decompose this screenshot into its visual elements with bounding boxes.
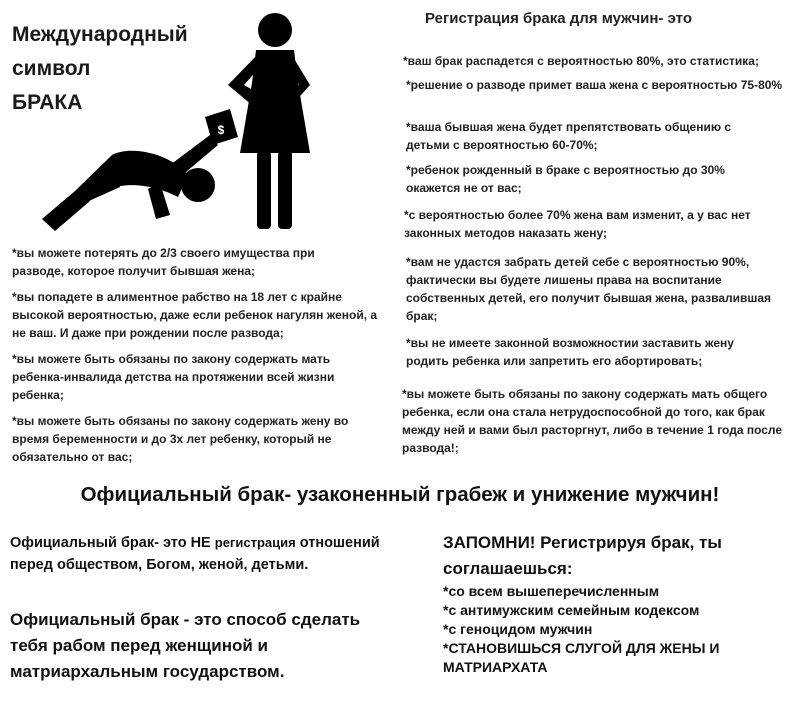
title-line-1: Международный xyxy=(12,23,188,46)
left-note-3: *вы можете быть обязаны по закону содержать мать ребенка-инвалида детства на протяжении всей жизни ребенка; xyxy=(12,352,335,402)
remember-item-2: *с антимужским семейным кодексом xyxy=(443,602,700,618)
right-note-7: *вы не имеете законной возможностии заставить жену родить ребенка или запретить его абортировать; xyxy=(406,336,734,368)
right-note-6: *вам не удастся забрать детей себе с вероятностью 90%, фактически вы будете лишены права на воспитание собственных детей, его получит бывшая жена, развалившая брак; xyxy=(406,255,772,323)
remember-item-4: *СТАНОВИШЬСЯ СЛУГОЙ ДЛЯ ЖЕНЫ И МАТРИАРХАТА xyxy=(443,640,720,675)
right-note-1: *ваш брак распадется с вероятностью 80%, это статистика; xyxy=(403,54,759,68)
bottom-left-statement-2: Официальный брак - это способ сделать тебя рабом перед женщиной и матриархальным государством. xyxy=(10,610,361,681)
kneeling-man-icon xyxy=(42,135,218,231)
right-column-heading: Регистрация брака для мужчин- это xyxy=(425,10,692,27)
remember-list xyxy=(443,582,793,677)
left-note-1: *вы можете потерять до 2/3 своего имущества при разводе, которое получит бывшая жена; xyxy=(12,246,315,278)
statement-1-small: регистрация xyxy=(214,535,296,550)
right-note-3: *ваша бывшая жена будет препятствовать общению с детьми с вероятностью 60-70%; xyxy=(406,120,732,152)
bottom-left-statement-1 xyxy=(10,532,400,576)
main-headline: Официальный брак- узаконенный грабеж и унижение мужчин! xyxy=(80,483,720,506)
remember-item-1: *со всем вышеперечисленным xyxy=(443,583,660,599)
statement-1-main: Официальный брак- это НЕ xyxy=(10,535,215,551)
left-note-2: *вы попадете в алиментное рабство на 18 лет с крайне высокой вероятностью, даже если ребенок нагулян женой, а не ваш. И даже при рождении после развода; xyxy=(12,290,378,340)
left-note-4: *вы можете быть обязаны по закону содержать жену во время беременности и до 3х лет ребенку, который не обязательно от вас; xyxy=(12,414,349,464)
marriage-symbol-pictogram xyxy=(20,5,310,235)
right-note-8: *вы можете быть обязаны по закону содержать мать общего ребенка, если она стала нетрудоспособной до того, как брак между ней и вами был расторгнут, либо в течение 1 года после развода!; xyxy=(402,387,783,455)
standing-woman-icon xyxy=(228,13,310,229)
svg-text:$: $ xyxy=(217,123,225,137)
right-note-2: *решение о разводе примет ваша жена с вероятностью 75-80% xyxy=(406,78,783,92)
right-note-4: *ребенок рожденный в браке с вероятностью до 30% окажется не от вас; xyxy=(406,163,725,195)
remember-heading: ЗАПОМНИ! Регистрируя брак, ты соглашаешься: xyxy=(443,533,722,578)
title-line-2: символ xyxy=(12,57,91,80)
statement-1-rest: отношений перед обществом, Богом, женой, детьми. xyxy=(10,535,380,573)
title-line-3: БРАКА xyxy=(12,91,83,114)
right-note-5: *с вероятностью более 70% жена вам изменит, а у вас нет законных методов наказать жену; xyxy=(404,208,751,240)
remember-item-3: *с геноцидом мужчин xyxy=(443,621,593,637)
